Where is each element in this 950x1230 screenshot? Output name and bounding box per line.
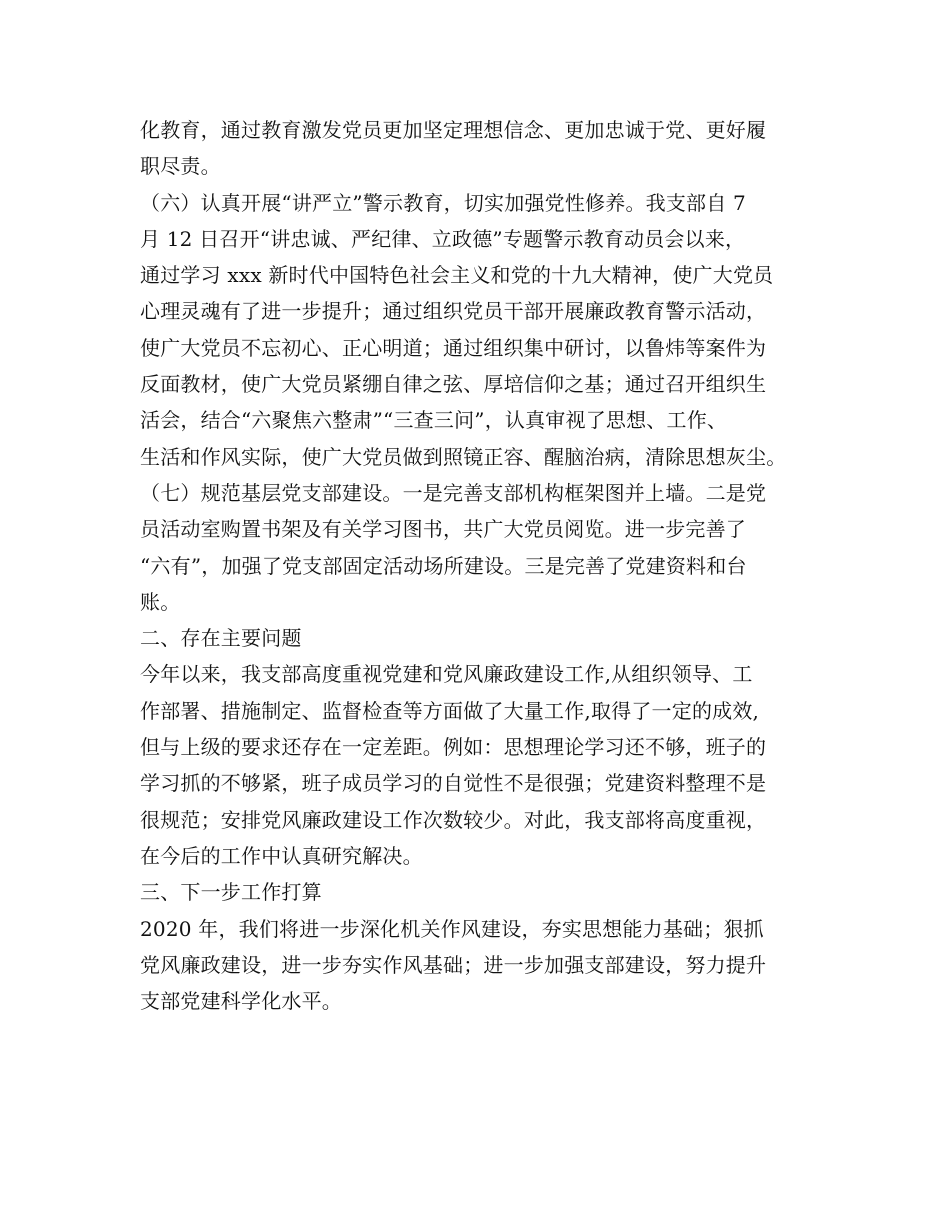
text-line: 活会，结合“六聚焦六整肃”“三查三问”，认真审视了思想、工作、: [140, 408, 728, 433]
text-line: 很规范；安排党风廉政建设工作次数较少。对此，我支部将高度重视，: [140, 807, 767, 832]
text-line: “六有”，加强了党支部固定活动场所建设。三是完善了党建资料和台: [140, 553, 747, 578]
text-line: 学习抓的不够紧，班子成员学习的自觉性不是很强；党建资料整理不是: [140, 771, 767, 796]
text-line: 月 12 日召开“讲忠诚、严纪律、立政德”专题警示教育动员会以来，: [140, 226, 746, 251]
text-line: 但与上级的要求还存在一定差距。例如：思想理论学习还不够，班子的: [140, 735, 767, 760]
text-line: 作部署、措施制定、监督检查等方面做了大量工作,取得了一定的成效,: [140, 698, 760, 723]
text-line: 反面教材，使广大党员紧绷自律之弦、厚培信仰之基；通过召开组织生: [140, 372, 767, 397]
text-line: 职尽责。: [140, 154, 221, 179]
text-line: 账。: [140, 589, 181, 614]
text-line: 在今后的工作中认真研究解决。: [140, 843, 423, 868]
section-heading: 二、存在主要问题: [140, 626, 302, 651]
text-line: 今年以来，我支部高度重视党建和党风廉政建设工作,从组织领导、工: [140, 662, 753, 687]
text-line: 支部党建科学化水平。: [140, 989, 342, 1014]
section-heading: 三、下一步工作打算: [140, 880, 322, 905]
text-line: 2020 年，我们将进一步深化机关作风建设，夯实思想能力基础；狠抓: [140, 916, 764, 941]
text-line: 使广大党员不忘初心、正心明道；通过组织集中研讨，以鲁炜等案件为: [140, 335, 767, 360]
text-line: 生活和作风实际，使广大党员做到照镜正容、醒脑治病，清除思想灰尘。: [140, 444, 787, 469]
text-line: 员活动室购置书架及有关学习图书，共广大党员阅览。进一步完善了: [140, 517, 746, 542]
document-body: [140, 112, 830, 1019]
text-line: 心理灵魂有了进一步提升；通过组织党员干部开展廉政教育警示活动，: [140, 299, 767, 324]
text-line: （六）认真开展“讲严立”警示教育，切实加强党性修养。我支部自 7: [140, 190, 746, 215]
text-line: 化教育，通过教育激发党员更加坚定理想信念、更加忠诚于党、更好履: [140, 118, 767, 142]
text-line: 党风廉政建设，进一步夯实作风基础；进一步加强支部建设，努力提升: [140, 952, 767, 977]
text-line: 通过学习 xxx 新时代中国特色社会主义和党的十九大精神，使广大党员: [140, 263, 774, 288]
text-line: （七）规范基层党支部建设。一是完善支部机构框架图并上墙。二是党: [140, 480, 767, 505]
